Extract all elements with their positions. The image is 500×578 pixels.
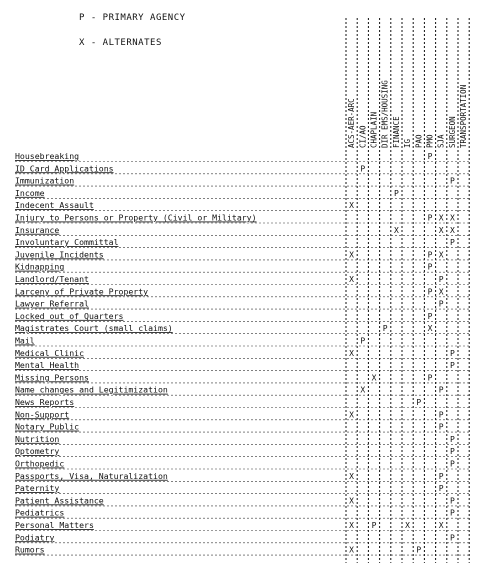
column-header: FINANCE (391, 116, 401, 148)
column-header: CHAPLAIN (369, 111, 379, 148)
cell-mark: X (438, 287, 444, 297)
row-label: Name changes and Legitimization (15, 384, 168, 395)
cell-mark: P (393, 188, 399, 198)
row-label: Patient Assistance (15, 495, 104, 506)
cell-mark: X (371, 373, 377, 383)
cell-mark: X (349, 521, 355, 530)
cell-mark: X (349, 201, 355, 211)
cell-mark: X (393, 225, 399, 235)
row-label: Insurance (15, 224, 60, 235)
cell-mark: P (427, 287, 433, 297)
cell-mark: X (349, 545, 355, 555)
row-label: Locked out of Quarters (15, 310, 124, 321)
row-label: Juvenile Incidents (15, 249, 104, 260)
cell-mark: P (438, 471, 444, 481)
cell-mark: P (438, 410, 444, 420)
row-label: ID Card Applications (15, 163, 114, 174)
cell-mark: P (438, 484, 444, 494)
cell-mark: P (416, 545, 422, 555)
row-label: Income (15, 187, 45, 198)
row-label: Mental Health (15, 360, 80, 371)
column-header: PAO (414, 134, 424, 148)
row-label: Housebreaking (15, 151, 80, 161)
cell-mark: P (427, 311, 433, 321)
column-header: SJA (436, 134, 446, 148)
cell-mark: X (405, 521, 411, 530)
row-label: Involuntary Committal (15, 237, 119, 248)
cell-mark: X (449, 213, 455, 223)
cell-mark: X (360, 385, 366, 395)
cell-mark: P (449, 176, 455, 186)
cell-mark: X (449, 225, 455, 235)
row-label: Notary Public (15, 421, 80, 432)
row-label: Optometry (15, 446, 60, 457)
cell-mark: X (427, 324, 433, 334)
legend-primary-agency: P - PRIMARY AGENCY (79, 13, 186, 23)
cell-mark: P (438, 299, 444, 309)
cell-mark: X (438, 225, 444, 235)
row-label: Pediatrics (15, 507, 65, 518)
row-label: Landlord/Tenant (15, 274, 89, 284)
cell-mark: P (371, 521, 377, 530)
row-label: Lawyer Referral (15, 298, 89, 309)
row-label: Kidnapping (15, 261, 65, 272)
row-label: Podiatry (15, 532, 55, 543)
row-label: Mail (15, 335, 35, 346)
cell-mark: P (449, 238, 455, 248)
cell-mark: P (427, 152, 433, 161)
cell-mark: X (349, 348, 355, 358)
row-label: Indecent Assault (15, 200, 94, 211)
cell-mark: P (449, 447, 455, 457)
cell-mark: P (449, 434, 455, 444)
cell-mark: P (449, 459, 455, 469)
cell-mark: P (438, 385, 444, 395)
cell-mark: P (449, 348, 455, 358)
row-label: Orthopedic (15, 458, 65, 469)
row-label: Larceny of Private Property (15, 286, 149, 297)
column-header: CI/AO (358, 125, 368, 148)
cell-mark: P (427, 262, 433, 272)
row-label: Paternity (15, 483, 60, 494)
cell-mark: P (427, 213, 433, 223)
row-label: Rumors (15, 544, 45, 555)
cell-mark: P (427, 250, 433, 260)
cell-mark: X (349, 471, 355, 481)
cell-mark: X (438, 521, 444, 530)
cell-mark: P (449, 496, 455, 506)
cell-mark: X (349, 496, 355, 506)
row-label: Magistrates Court (small claims) (15, 323, 173, 334)
row-label: Injury to Persons or Property (Civil or Military) (15, 212, 257, 223)
column-header: SURGEON (447, 116, 457, 148)
cell-mark: P (360, 164, 366, 174)
cell-mark: X (349, 250, 355, 260)
row-label: Passports, Visa, Naturalization (15, 470, 168, 481)
cell-mark: P (416, 398, 422, 407)
legend-alternates: X - ALTERNATES (79, 38, 162, 48)
row-label: Non-Support (15, 409, 70, 420)
row-label: Medical Clinic (15, 347, 85, 358)
row-label: Personal Matters (15, 520, 94, 530)
row-label: Nutrition (15, 433, 60, 444)
cell-mark: P (449, 508, 455, 518)
cell-mark: P (438, 275, 444, 284)
column-header: PMO (425, 134, 435, 148)
cell-mark: P (449, 533, 455, 543)
cell-mark: P (449, 361, 455, 371)
cell-mark: P (382, 324, 388, 334)
cell-mark: X (438, 250, 444, 260)
cell-mark: X (349, 275, 355, 284)
cell-mark: P (427, 373, 433, 383)
column-header: TRANSPORTATION (459, 84, 469, 148)
column-header: ACS-AER-ARC (347, 98, 357, 148)
cell-mark: P (360, 336, 366, 346)
cell-mark: X (349, 410, 355, 420)
row-label: Missing Persons (15, 372, 89, 383)
cell-mark: P (438, 422, 444, 432)
row-label: News Reports (15, 397, 75, 407)
row-label: Immunization (15, 175, 75, 186)
column-header: IG (403, 138, 413, 148)
column-header: DIR EMS/HOUSING (380, 80, 390, 148)
cell-mark: X (438, 213, 444, 223)
